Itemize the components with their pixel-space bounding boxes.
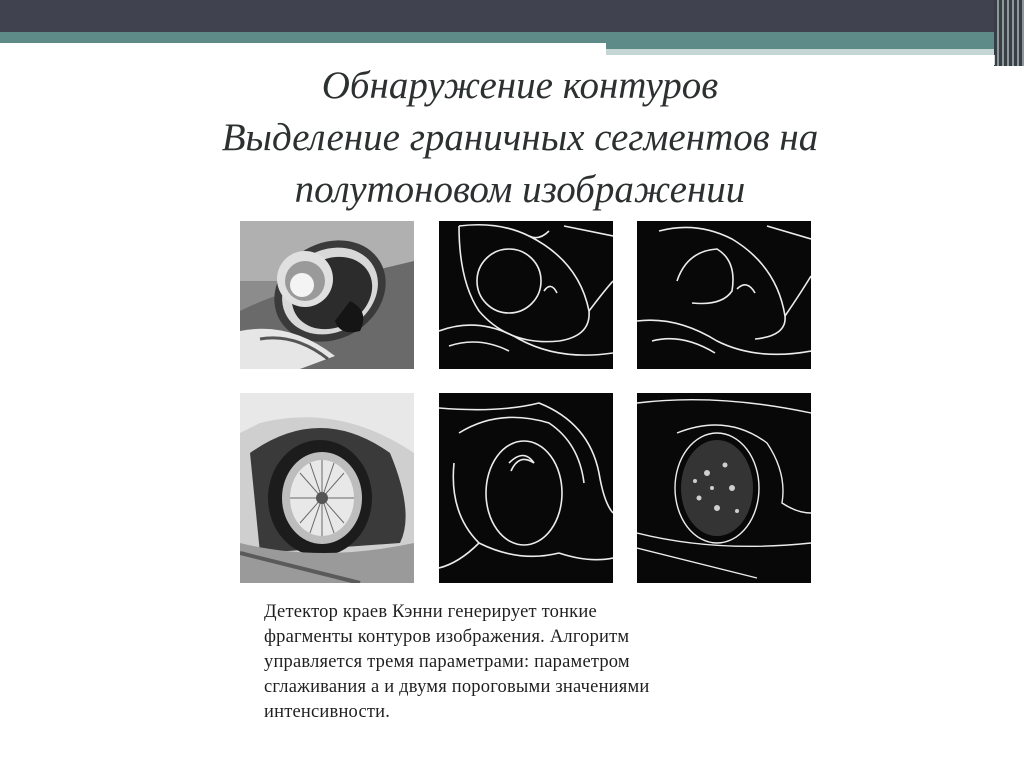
caption-line-2: фрагменты контуров изображения. Алгоритм: [264, 627, 630, 647]
title-line-2: Выделение граничных сегментов на: [221, 116, 819, 159]
title-line-1: Обнаружение контуров: [321, 64, 719, 107]
wheel-original-image: [240, 393, 414, 583]
header-corner-line: [994, 55, 995, 65]
wheel-edges-1-image: [439, 393, 613, 583]
headlight-edges-1-image: [439, 221, 613, 369]
wheel-edges-2-image: [637, 393, 811, 583]
headlight-edges-2-image: [637, 221, 811, 369]
caption-line-3: управляется тремя параметрами: параметром: [264, 652, 630, 672]
caption-line-4: сглаживания а и двумя пороговыми значениями: [264, 677, 650, 697]
headlight-original-image: [240, 221, 414, 369]
title-line-3: полутоновом изображении: [294, 168, 746, 211]
caption-line-5: интенсивности.: [264, 702, 391, 722]
slide-title: [60, 60, 980, 216]
header-teal-bar: [0, 32, 1024, 43]
header-dark-bar: [0, 0, 1024, 32]
header-stripes: [994, 0, 1024, 66]
caption-text: [264, 600, 824, 725]
header-light-accent: [606, 49, 1024, 55]
caption-line-1: Детектор краев Кэнни генерирует тонкие: [264, 602, 597, 622]
